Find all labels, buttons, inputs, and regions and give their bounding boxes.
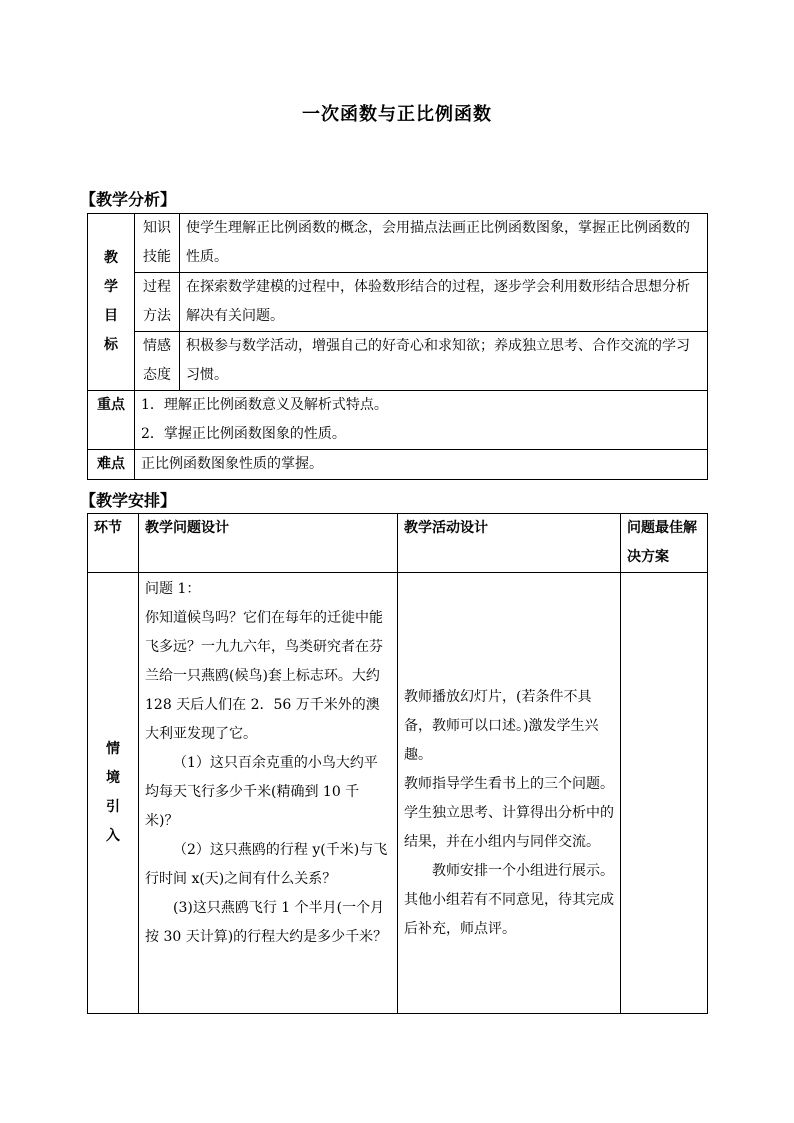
analysis-row-process	[88, 273, 708, 332]
header-best-solution: 问题最佳解决方案	[621, 514, 708, 573]
problem-heading: 问题 1：	[145, 581, 201, 597]
key-point-item: 2．掌握正比例函数图象的性质。	[141, 426, 346, 442]
activity-item: 教师安排一个小组进行展示。其他小组若有不同意见，待其完成后补充，师点评。	[404, 862, 614, 937]
problem-question: （2）这只燕鸥的行程 y(千米)与飞行时间 x(天)之间有什么关系？	[145, 842, 388, 887]
difficulty-label: 难点	[88, 450, 135, 480]
problem-design-cell	[139, 573, 398, 1014]
activity-item: 教师指导学生看书上的三个问题。	[404, 775, 614, 792]
header-stage: 环节	[88, 514, 139, 573]
problem-question: (3)这只燕鸥飞行 1 个半月(一个月按 30 天计算)的行程大约是多少千米？	[145, 900, 388, 945]
analysis-row-emotion	[88, 332, 708, 391]
analysis-table	[87, 213, 708, 480]
problem-question: （1）这只百余克重的小鸟大约平均每天飞行多少千米(精确到 10 千米)？	[145, 755, 378, 829]
key-points-row	[88, 391, 708, 450]
goal-type-label: 过程 方法	[135, 273, 180, 332]
difficulty-text: 正比例函数图象性质的掌握。	[135, 450, 708, 480]
arrangement-table	[87, 513, 708, 1014]
goal-type-label: 知识 技能	[135, 214, 180, 273]
key-point-item: 1．理解正比例函数意义及解析式特点。	[141, 397, 388, 413]
header-activity-design: 教学活动设计	[398, 514, 621, 573]
goal-text: 使学生理解正比例函数的概念，会用描点法画正比例函数图象，掌握正比例函数的性质。	[180, 214, 708, 273]
activity-design-cell	[398, 573, 621, 1014]
key-points-label: 重点	[88, 391, 135, 450]
section-heading-analysis: 【教学分析】	[80, 190, 177, 209]
key-points-content	[135, 391, 708, 450]
scenario-intro-row	[88, 573, 708, 1014]
best-solution-cell	[621, 573, 708, 1014]
goal-type-label: 情感 态度	[135, 332, 180, 391]
goals-label: 教 学 目 标	[88, 214, 135, 391]
goal-text: 积极参与数学活动，增强自己的好奇心和求知欲；养成独立思考、合作交流的学习习惯。	[180, 332, 708, 391]
arrangement-header-row	[88, 514, 708, 573]
goal-text: 在探索数学建模的过程中，体验数形结合的过程，逐步学会利用数形结合思想分析解决有关问题。	[180, 273, 708, 332]
analysis-row-knowledge	[88, 214, 708, 273]
document-title: 一次函数与正比例函数	[302, 104, 492, 125]
activity-item: 学生独立思考、计算得出分析中的结果，并在小组内与同伴交流。	[404, 804, 614, 850]
problem-text: 你知道候鸟吗？它们在每年的迁徙中能飞多远？一九九六年，鸟类研究者在芬兰给一只燕鸥(候鸟)套上标志环。大约 128 天后人们在 2．56 万千米外的澳大利亚发现了它。	[145, 610, 383, 742]
difficulty-row	[88, 450, 708, 480]
stage-label: 情 境 引 入	[88, 573, 139, 1014]
section-heading-arrangement: 【教学安排】	[80, 491, 177, 510]
activity-item: 教师播放幻灯片，(若条件不具备，教师可以口述。)激发学生兴趣。	[404, 688, 599, 763]
header-problem-design: 教学问题设计	[139, 514, 398, 573]
